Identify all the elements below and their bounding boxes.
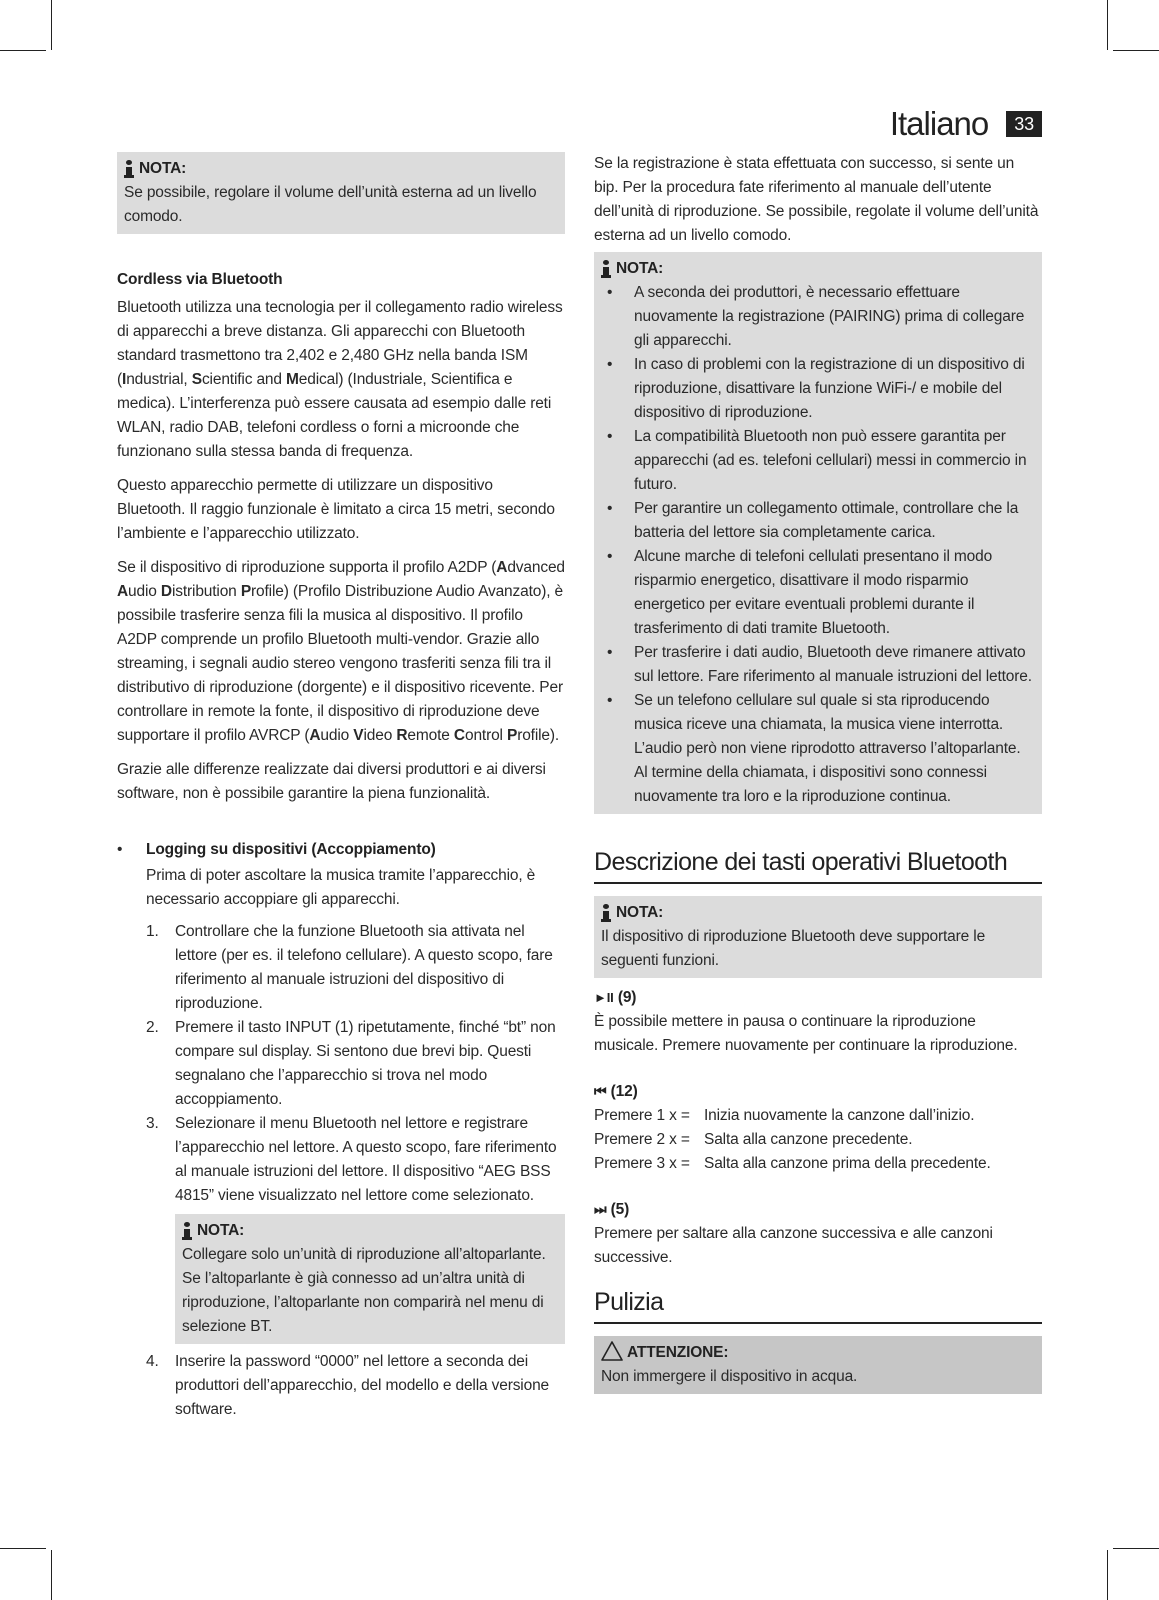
note-title-text: NOTA: [616,904,664,921]
logging-heading: Logging su dispositivi (Accoppiamento) [146,841,436,858]
step-number: 2. [146,1019,159,1036]
crop-mark [1107,0,1108,50]
language-title: Italiano [889,105,989,142]
bullet-text: A seconda dei produttori, è necessario effettuare nuovamente la registrazione (PAIRING) prima di collegare gli apparecchi. [634,284,1025,349]
list-item [146,1350,565,1422]
left-column [117,152,565,1422]
crop-mark [1113,1548,1159,1549]
note-title-text: NOTA: [139,160,187,177]
logging-intro: Prima di poter ascoltare la musica tramite l’apparecchio, è necessario accoppiare gli apparecchi. [146,867,536,908]
bullet-symbol: • [607,428,613,445]
step-number: 4. [146,1353,159,1370]
step-number: 1. [146,923,159,940]
bullet-symbol: • [607,356,613,373]
warning-title-text: ATTENZIONE: [627,1344,729,1361]
key-heading-play-pause [594,986,1042,1010]
note-text: Il dispositivo di riproduzione Bluetooth deve supportare le seguenti funzioni. [601,928,986,969]
play-pause-icon: ►II [594,990,614,1005]
note-box [594,252,1042,814]
list-item [601,497,1035,545]
note-title-text: NOTA: [616,260,664,277]
step-text: Selezionare il menu Bluetooth nel lettore e registrare l’apparecchio nel lettore. A questo scopo, fare riferimento al manuale istruzioni del lettore. Il dispositivo “AEG BSS 4815” viene visualizzato nel lettore come selezionato. [175,1115,557,1204]
list-item [146,920,565,1016]
key-description: È possibile mettere in pausa o continuare la riproduzione musicale. Premere nuovamente per continuare la riproduzione. [594,1013,1018,1054]
step-text: Premere il tasto INPUT (1) ripetutamente, finché “bt” non compare sul display. Si sentono due brevi bip. Questi segnalano che l’apparecchio si trova nel modo accoppiamento. [175,1019,556,1108]
bullet-symbol: • [607,500,613,517]
right-column [594,152,1042,1394]
paragraph-registration: Se la registrazione è stata effettuata con successo, si sente un bip. Per la procedura fate riferimento al manuale dell’utente dell’unità di riproduzione. Se possibile, regolate il volume dell’unità esterna ad un livello comodo. [594,155,1039,244]
warning-box [594,1336,1042,1394]
section-heading-cordless: Cordless via Bluetooth [117,271,283,288]
bullet-symbol: • [607,692,613,709]
list-item [146,1112,565,1208]
skip-back-icon: ⏮ [594,1084,607,1100]
step-text: Inserire la password “0000” nel lettore a seconda dei produttori dell’apparecchio, del modello e della versione software. [175,1353,550,1418]
key-heading-next [594,1198,1042,1222]
key-heading-previous [594,1080,1042,1104]
note-title [601,257,1035,281]
note-text: Collegare solo un’unità di riproduzione all’altoparlante. Se l’altoparlante è già connesso ad un’altra unità di riproduzione, l’altoparlante non comparirà nel menu di selezione BT. [182,1246,546,1335]
info-icon [182,1222,192,1240]
step-number: 3. [146,1115,159,1132]
skip-forward-icon: ⏭ [594,1202,607,1218]
page-header [890,104,1042,144]
paragraph-range: Questo apparecchio permette di utilizzare un dispositivo Bluetooth. Il raggio funzionale è limitato a circa 15 metri, secondo l’ambiente e l’apparecchio utilizzato. [117,477,555,542]
note-box [175,1214,565,1344]
crop-mark [1107,1550,1108,1600]
bullet-text: In caso di problemi con la registrazione di un dispositivo di riproduzione, disattivare la funzione WiFi-/ e mobile del dispositivo di riproduzione. [634,356,1025,421]
crop-mark [0,50,46,51]
key-number: (5) [610,1201,630,1218]
bullet-text: Per garantire un collegamento ottimale, controllare che la batteria del lettore sia completamente carica. [634,500,1019,541]
crop-mark [1113,50,1159,51]
bullet-symbol: • [607,284,613,301]
warning-title [601,1341,1035,1365]
list-item [601,545,1035,641]
warning-icon [601,1341,623,1365]
list-item [601,689,1035,809]
paragraph-bluetooth: Bluetooth utilizza una tecnologia per il collegamento radio wireless di apparecchi a breve distanza. Gli apparecchi con Bluetooth standard trasmettono tra 2,402 e 2,480 GHz nella banda ISM (Industrial, Scientific and Medical) (Industriale, Scientifica e medica). L’interferenza può essere causata ad esempio dalle reti WLAN, radio DAB, telefoni cordless o forni a microonde che funzionano sulla stessa banda di frequenza. [117,299,563,460]
paragraph-a2dp: Se il dispositivo di riproduzione supporta il profilo A2DP (Advanced Audio Distribution Profile) (Profilo Distribuzione Audio Avanzato), è possibile trasferire senza fili la musica al dispositivo. Il profilo A2DP comprende un profilo Bluetooth multi-vendor. Grazie allo streaming, i segnali audio stereo vengono trasferiti senza fili tra il distributivo di riproduzione (dorgente) e il dispositivo ricevente. Per controllare in remote la fonte, il dispositivo di riproduzione deve supportare il profilo AVRCP (Audio Video Remote Control Profile). [117,559,565,744]
note-title-text: NOTA: [197,1222,245,1239]
bullet-symbol: • [117,841,123,858]
bullet-text: Alcune marche di telefoni cellulati presentano il modo risparmio energetico, disattivare il modo risparmio energetico per evitare eventuali problemi durante il trasferimento di dati tramite Bluetooth. [634,548,993,637]
crop-mark [51,0,52,50]
info-icon [124,160,134,178]
note-text: Se possibile, regolare il volume dell’unità esterna ad un livello comodo. [124,184,537,225]
bullet-text: Se un telefono cellulare sul quale si sta riproducendo musica riceve una chiamata, la musica viene interrotta. L’audio però non viene riprodotto attraverso l’altoparlante. Al termine della chiamata, i dispositivi sono connessi nuovamente tra loro e la riproduzione continua. [634,692,1021,805]
note-box [117,152,565,234]
bullet-symbol: • [607,644,613,661]
bullet-text: La compatibilità Bluetooth non può essere garantita per apparecchi (ad es. telefoni cellulari) messi in commercio in futuro. [634,428,1027,493]
note-title [601,901,1035,925]
warning-text: Non immergere il dispositivo in acqua. [601,1368,858,1385]
info-icon [601,904,611,922]
paragraph-compatibility: Grazie alle differenze realizzate dai diversi produttori e ai diversi software, non è possibile garantire la piena funzionalità. [117,761,546,802]
section-title-cleaning: Pulizia [594,1286,1042,1324]
info-icon [601,260,611,278]
bullet-text: Per trasferire i dati audio, Bluetooth deve rimanere attivato sul lettore. Fare riferimento al manuale istruzioni del lettore. [634,644,1032,685]
list-item [601,353,1035,425]
list-item [601,425,1035,497]
list-item [117,838,565,1422]
list-item [146,1016,565,1112]
key-number: (12) [610,1083,638,1100]
key-number: (9) [617,989,637,1006]
key-press-row: Premere 3 x = Salta alla canzone prima della precedente. [594,1155,991,1172]
crop-mark [51,1550,52,1600]
key-press-row: Premere 2 x = Salta alla canzone precedente. [594,1131,913,1148]
key-description: Premere per saltare alla canzone successiva e alle canzoni successive. [594,1225,993,1266]
list-item [601,641,1035,689]
note-box [594,896,1042,978]
step-text: Controllare che la funzione Bluetooth sia attivata nel lettore (per es. il telefono cellulare). A questo scopo, fare riferimento al manuale istruzioni del dispositivo di riproduzione. [175,923,553,1012]
page-number: 33 [1006,111,1042,137]
key-press-row: Premere 1 x = Inizia nuovamente la canzone dall’inizio. [594,1107,975,1124]
list-item [601,281,1035,353]
section-title-bluetooth-keys: Descrizione dei tasti operativi Bluetooth [594,846,1042,884]
bullet-symbol: • [607,548,613,565]
note-title [124,157,558,181]
crop-mark [0,1548,46,1549]
note-title [182,1219,558,1243]
